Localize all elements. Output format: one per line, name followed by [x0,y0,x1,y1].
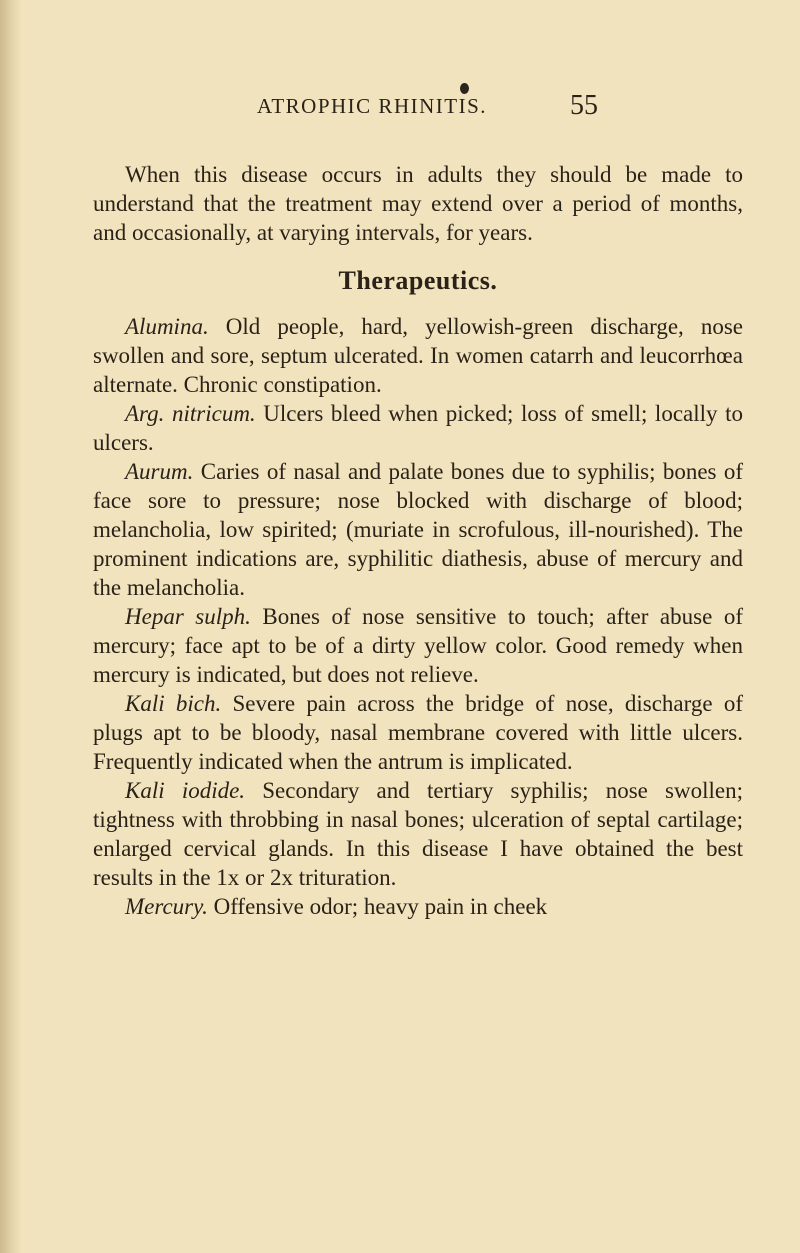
remedy-description: Severe pain across the bridge of nose, discharge of plugs apt to be bloody, nasal membrane covered with little ulcers. Frequently indicated when the antrum is implicated. [93,691,743,774]
page-body [93,160,743,921]
ink-blot [460,83,469,94]
section-title: Therapeutics. [338,266,498,295]
remedy-description: Bones of nose sensitive to touch; after abuse of mercury; face apt to be of a dirty yellow color. Good remedy when mercury is indicated, but does not relieve. [93,604,743,687]
remedy-name: Mercury. [125,894,208,919]
remedy-name: Kali bich. [125,691,222,716]
remedy-entry-hepar-sulph [93,602,743,689]
remedy-entry-alumina [93,312,743,399]
remedy-entry-mercury [93,892,743,921]
remedy-entry-kali-bich [93,689,743,776]
page-gutter-shadow [0,0,22,1253]
remedy-name: Hepar sulph. [125,604,251,629]
remedy-name: Arg. nitricum. [125,401,256,426]
remedy-description: Old people, hard, yellowish-green discharge, nose swollen and sore, septum ulcerated. In women catarrh and leucorrhœa alternate. Chronic constipation. [93,314,744,397]
page-header [0,90,800,134]
remedy-description: Secondary and tertiary syphilis; nose swollen; tightness with throbbing in nasal bones; ulceration of septal cartilage; enlarged cervical glands. In this disease I have obtained the best results in the 1x or 2x trituration. [93,778,743,890]
remedy-description: Caries of nasal and palate bones due to syphilis; bones of face sore to pressure; nose blocked with discharge of blood; melancholia, low spirited; (muriate in scrofulous, ill-nourished). The prominent indications are, syphilitic diathesis, abuse of mercury and the melancholia. [93,459,744,600]
remedy-entry-kali-iodide [93,776,743,892]
remedy-entry-arg-nitricum [93,399,743,457]
intro-paragraph: When this disease occurs in adults they should be made to understand that the treatment may extend over a period of months, and occasionally, at varying intervals, for years. [93,162,743,245]
remedy-name: Aurum. [125,459,194,484]
page-number: 55 [570,90,598,121]
remedy-description: Ulcers bleed when picked; loss of smell; locally to ulcers. [93,401,744,455]
running-head: ATROPHIC RHINITIS. [257,94,488,118]
remedy-description: Offensive odor; heavy pain in cheek [213,894,548,919]
remedy-entry-aurum [93,457,743,602]
remedy-name: Kali iodide. [125,778,246,803]
remedy-name: Alumina. [125,314,209,339]
